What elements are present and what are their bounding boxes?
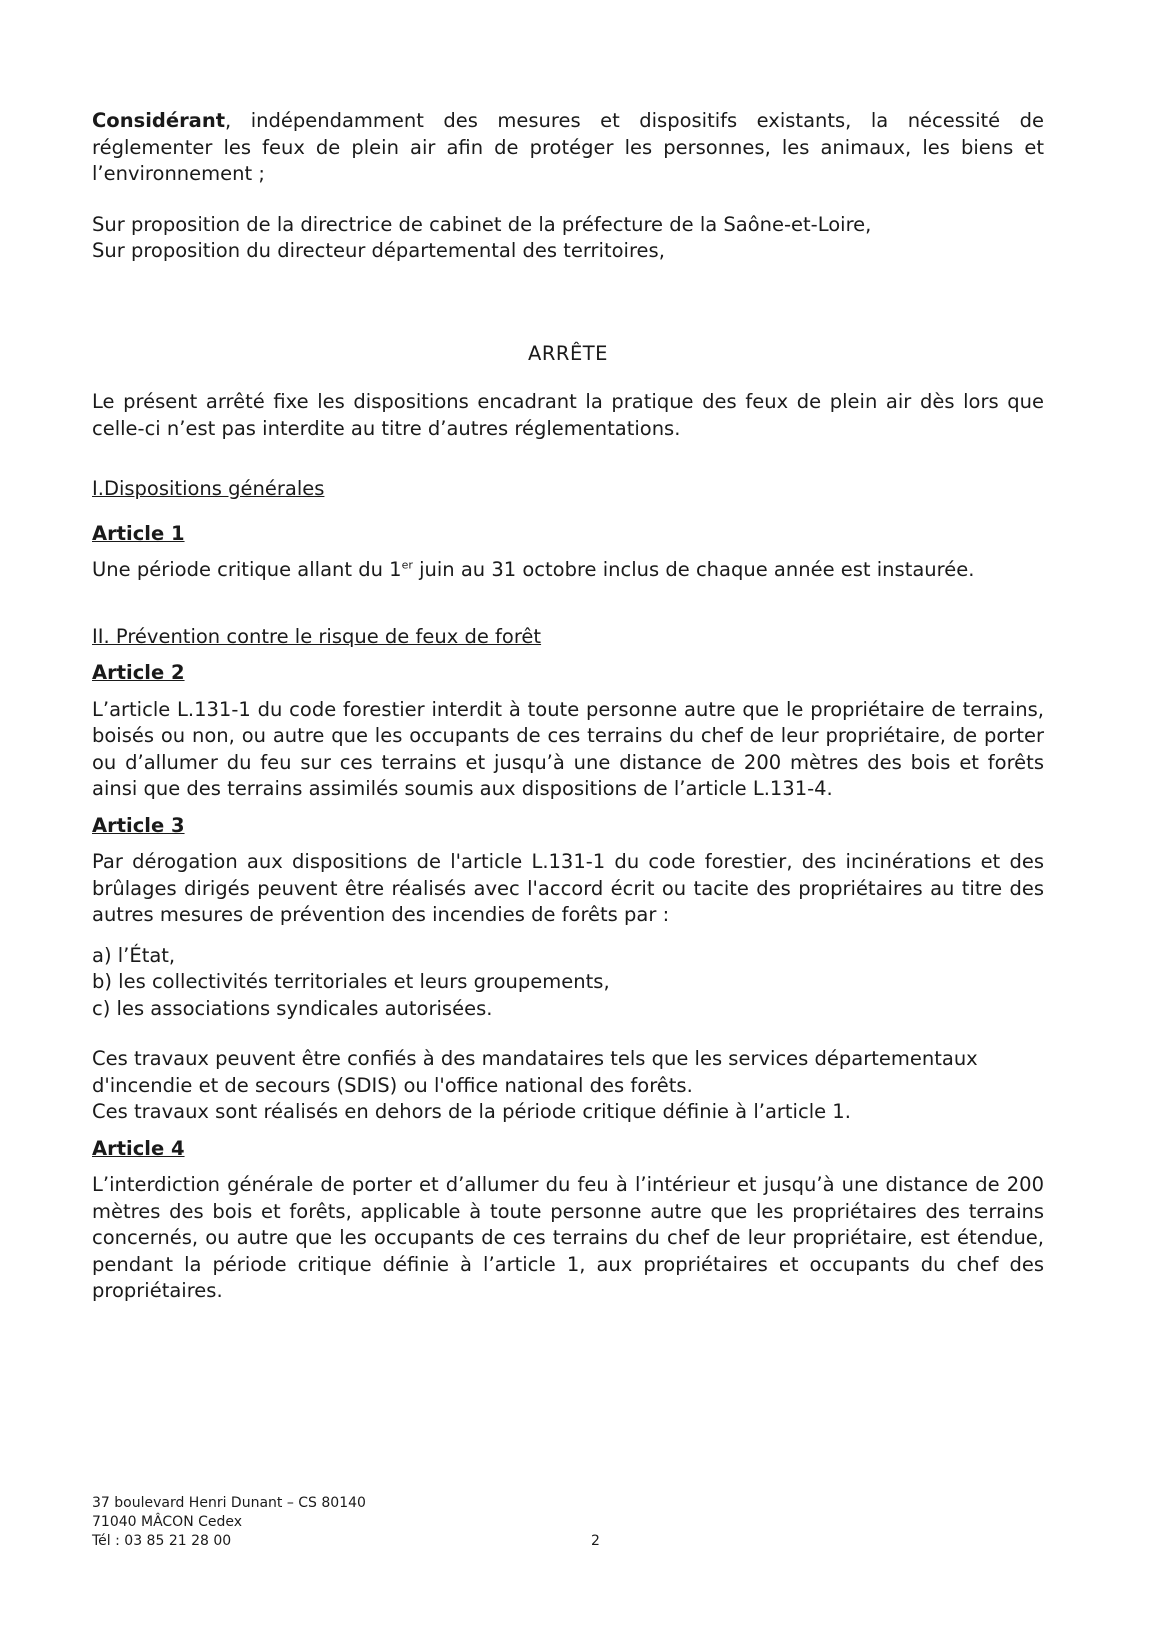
considerant-text: , indépendamment des mesures et dispositifs existants, la nécessité de réglementer les feux de plein air afin de protéger les personnes, les animaux, les biens et l’environnement ; [92,109,1044,185]
preamble-paragraph: Le présent arrêté fixe les dispositions encadrant la pratique des feux de plein air dès lors que celle-ci n’est pas interdite au titre d’autres réglementations. [92,390,1044,440]
section-heading-general: I.Dispositions générales [92,477,325,500]
article-4-text: L’interdiction générale de porter et d’allumer du feu à l’intérieur et jusqu’à une distance de 200 mètres des bois et forêts, applicable à toute personne autre que les propriétaires des terrains concernés, ou autre que les occupants de ces terrains du chef de leur propriétaire, est étendue, pendant la période critique définie à l’article 1, aux propriétaires et occupants du chef des propriétaires. [92,1173,1044,1302]
article-3-item-etat: a) l’État, [92,943,176,967]
page-number: 2 [591,1533,600,1549]
article-3-item-associations: c) les associations syndicales autorisées. [92,996,493,1020]
considerant-paragraph [92,108,1044,188]
article-1-text [92,557,1044,584]
article-2-heading: Article 2 [92,661,185,684]
article-3-text: Par dérogation aux dispositions de l'article L.131-1 du code forestier, des incinérations et des brûlages dirigés peuvent être réalisés avec l'accord écrit ou tacite des propriétaires au titre des autres mesures de prévention des incendies de forêts par : [92,850,1044,926]
article-1-heading: Article 1 [92,521,185,545]
article-3-heading: Article 3 [92,813,185,837]
section-heading-prevention: II. Prévention contre le risque de feux de forêt [92,624,542,648]
considerant-keyword: Considérant [92,109,226,132]
footer-phone: Tél : 03 85 21 28 00 [92,1533,232,1549]
footer-street: 37 boulevard Henri Dunant – CS 80140 [92,1495,366,1511]
proposition-directrice: Sur proposition de la directrice de cabinet de la préfecture de la Saône-et-Loire, [92,212,872,236]
document-body [92,108,1044,1305]
proposition-directeur: Sur proposition du directeur départemental des territoires, [92,239,665,262]
article-1-superscript: er [401,558,413,572]
article-1-text-start: Une période critique allant du 1 [92,558,402,581]
article-2-text: L’article L.131-1 du code forestier interdit à toute personne autre que le propriétaire de terrains, boisés ou non, ou autre que les occupants de ces terrains du chef de leur propriétaire, de porter ou d’allumer du feu sur ces terrains et jusqu’à une distance de 200 mètres des bois et forêts ainsi que des terrains assimilés soumis aux dispositions de l’article L.131-4. [92,697,1044,800]
article-3-item-collectivites: b) les collectivités territoriales et leurs groupements, [92,970,610,993]
article-1-text-end: juin au 31 octobre inclus de chaque année est instaurée. [412,558,975,581]
arrete-title: ARRÊTE [528,341,608,365]
article-3-travaux-periode: Ces travaux sont réalisés en dehors de la période critique définie à l’article 1. [92,1100,851,1123]
article-4-heading: Article 4 [92,1136,185,1160]
footer-city: 71040 MÂCON Cedex [92,1514,243,1530]
footer-address-block [92,1494,1044,1551]
article-3-travaux-mandataires: Ces travaux peuvent être confiés à des mandataires tels que les services départementaux d'incendie et de secours (SDIS) ou l'office national des forêts. [92,1047,978,1097]
